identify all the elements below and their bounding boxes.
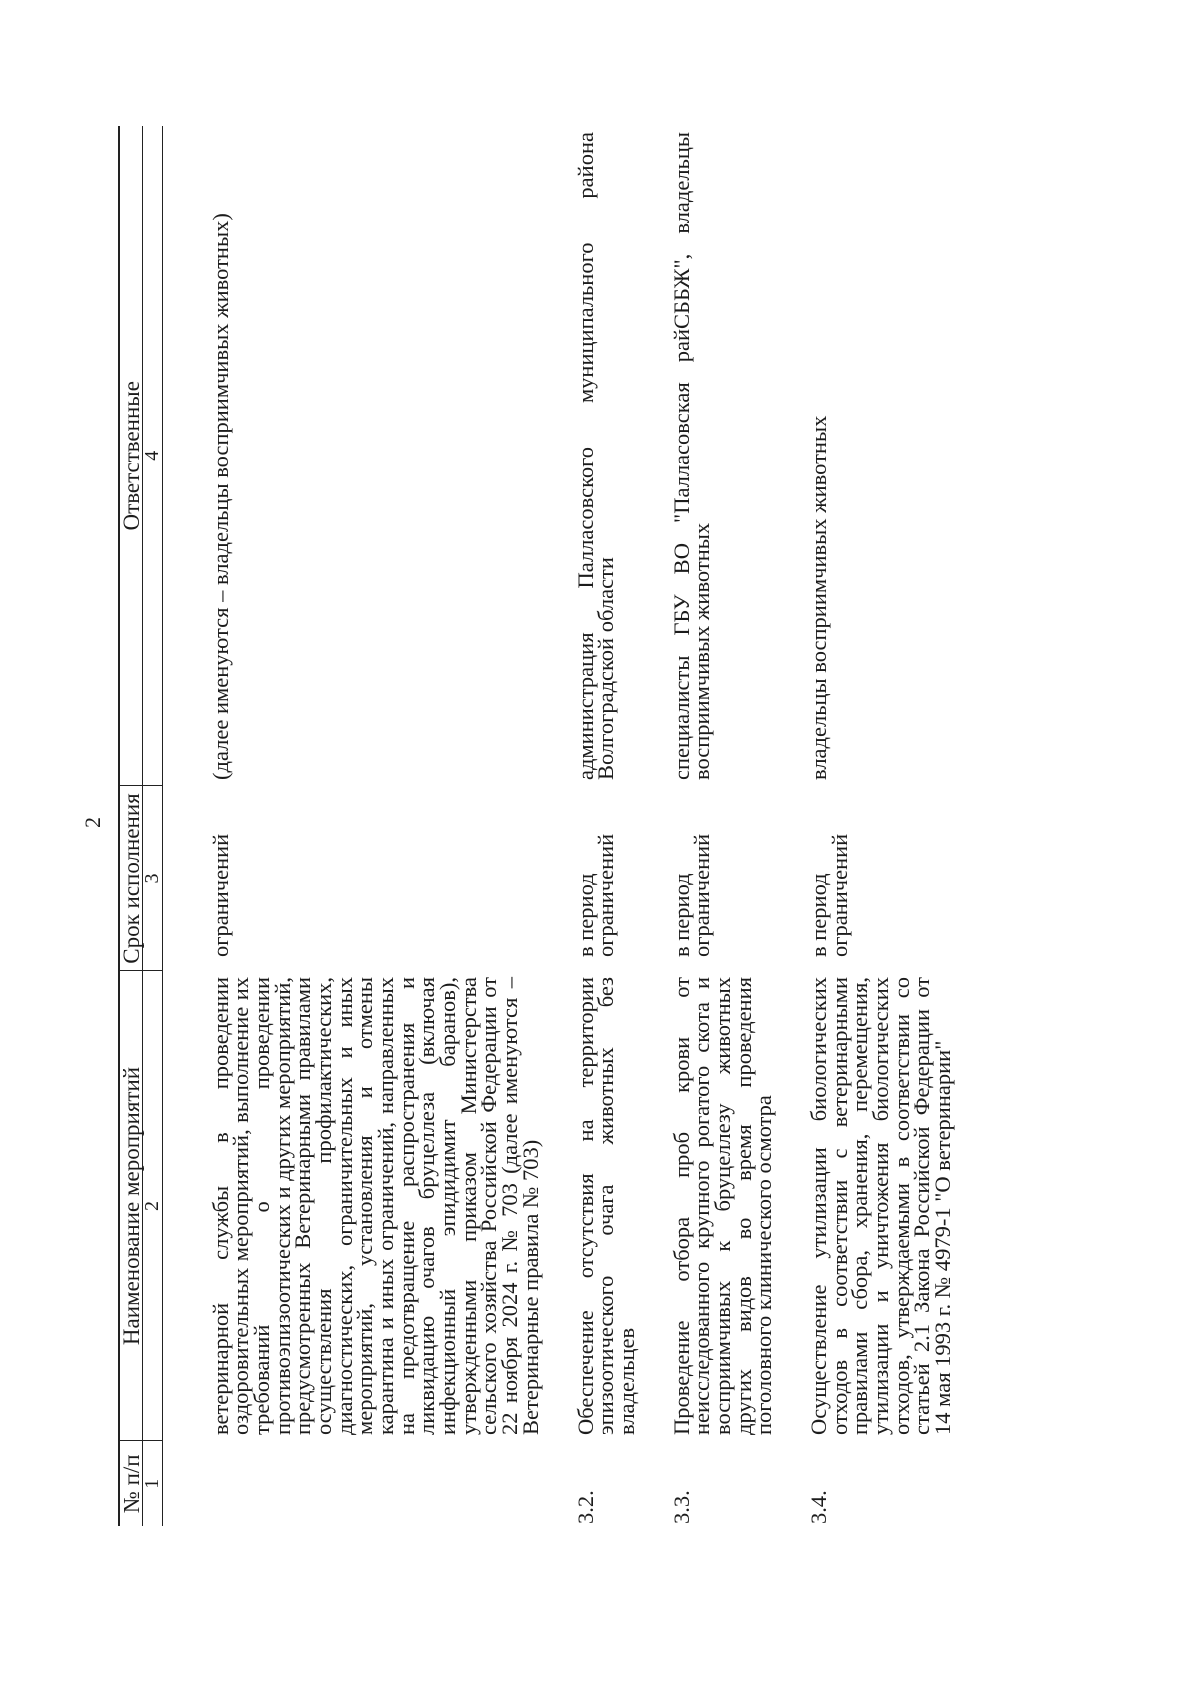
row-number: 3.3. — [668, 1490, 694, 1524]
measure-term: в период ограничений — [668, 833, 715, 957]
measure-responsible: специалисты ГБУ ВО "Палласовская райСББЖ", владельцы восприимчивых животных — [668, 132, 715, 780]
column-number-4: 4 — [143, 126, 162, 786]
table-row — [162, 126, 542, 1526]
measure-responsible: администрация Палласовского муниципального района Волгоградской области — [572, 132, 619, 780]
column-number-3: 3 — [143, 786, 162, 971]
measure-term: в период ограничений — [572, 833, 619, 957]
measures-table — [118, 126, 954, 1526]
measure-term: ограничений — [207, 833, 233, 957]
row-number — [162, 1441, 542, 1526]
table-row — [775, 126, 954, 1526]
table-row — [542, 126, 638, 1526]
header-responsible: Ответственные — [119, 126, 143, 786]
header-name: Наименование мероприятий — [119, 971, 143, 1441]
measure-term: в период ограничений — [806, 833, 852, 957]
table-header-row — [119, 126, 143, 1526]
measure-name: Осуществление утилизации биологических отходов в соответствии с ветеринарными правилами сбора, хранения, перемещения, утилизации и уничтожения биологических отходов, утверждаемыми в соответствии со статьей 2.1 Закона Российской Федерации от 14 мая 1993 г. № 4979-1 "О ветеринарии" — [806, 977, 956, 1435]
measure-responsible: владельцы восприимчивых животных — [806, 415, 832, 780]
column-number-2: 2 — [143, 971, 162, 1441]
row-number: 3.2. — [572, 1490, 598, 1524]
measure-responsible: (далее именуются – владельцы восприимчивых животных) — [207, 213, 233, 780]
header-term: Срок исполнения — [119, 786, 143, 971]
table-row — [638, 126, 775, 1526]
measure-name: ветеринарной службы в проведении оздоровительных мероприятий, выполнение их требований о проведении противоэпизоотических и других мероприятий, предусмотренных Ветеринарными правилами осуществления профилактических, диагностических, ограничительных и иных мероприятий, установления и отмены карантина и иных ограничений, направленных на предотвращение распространения и ликвидацию очагов бруцеллеза (включая инфекционный эпидидимит баранов), утвержденными приказом Министерства сельского хозяйства Российской Федерации от 22 ноября 2024 г. № 703 (далее именуются – Ветеринарные правила № 703) — [207, 977, 543, 1435]
column-number-1: 1 — [143, 1441, 162, 1526]
column-number-row — [143, 126, 162, 1526]
header-num: № п/п — [119, 1441, 143, 1526]
measure-name: Обеспечение отсутствия на территории эпизоотического очага животных без владельцев — [572, 977, 639, 1435]
page-number: 2 — [80, 817, 105, 828]
measure-name: Проведение отбора проб крови от неисследованного крупного рогатого скота и восприимчивых к бруцеллезу животных других видов во время проведения поголовного клинического осмотра — [668, 977, 777, 1435]
row-number: 3.4. — [806, 1490, 832, 1524]
